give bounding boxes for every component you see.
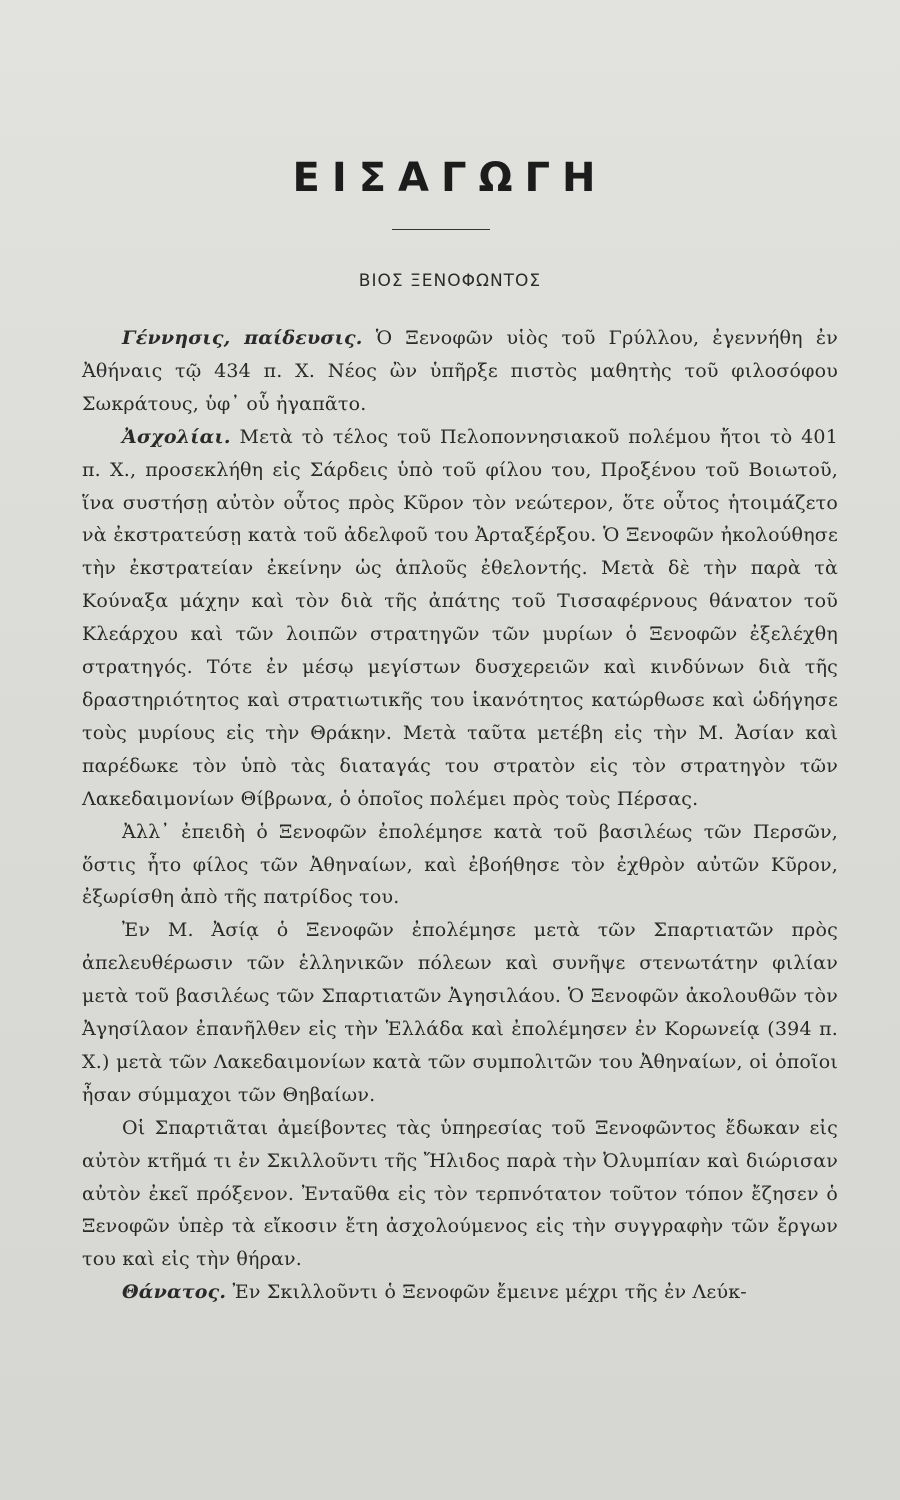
page-title: ΕΙΣΑΓΩΓΗ: [292, 155, 608, 201]
paragraph-text: Ὁ Ξενοφῶν υἱὸς τοῦ Γρύλλου, ἐγεννήθη ἐν Ἀθήναις τῷ 434 π. Χ. Νέος ὢν ὑπῆρξε πιστὸς μαθητὴς τοῦ φιλοσόφου Σωκράτους, ὑφ᾿ οὗ ἠγαπᾶτο.: [82, 327, 838, 415]
paragraph: [82, 1112, 838, 1277]
paragraph-text: Ἐν Μ. Ἀσίᾳ ὁ Ξενοφῶν ἐπολέμησε μετὰ τῶν Σπαρτιατῶν πρὸς ἀπελευθέρωσιν τῶν ἑλληνικῶν πόλεων καὶ συνῆψε στενωτάτην φιλίαν μετὰ τοῦ βασιλέως τῶν Σπαρτιατῶν Ἀγησιλάου. Ὁ Ξενοφῶν ἀκολουθῶν τὸν Ἀγησίλαον ἐπανῆλθεν εἰς τὴν Ἑλλάδα καὶ ἐπολέμησεν ἐν Κορωνείᾳ (394 π. Χ.) μετὰ τῶν Λακεδαιμονίων κατὰ τῶν συμπολιτῶν του Ἀθηναίων, οἱ ὁποῖοι ἦσαν σύμμαχοι τῶν Θηβαίων.: [82, 919, 838, 1106]
paragraph: [82, 322, 838, 421]
paragraph: [82, 914, 838, 1111]
paragraph-text: Οἱ Σπαρτιᾶται ἀμείβοντες τὰς ὑπηρεσίας τοῦ Ξενοφῶντος ἔδωκαν εἰς αὐτὸν κτῆμά τι ἐν Σκιλλοῦντι τῆς Ἤλιδος παρὰ τὴν Ὀλυμπίαν καὶ διώρισαν αὐτὸν ἐκεῖ πρόξενον. Ἐνταῦθα εἰς τὸν τερπνότατον τοῦτον τόπον ἔζησεν ὁ Ξενοφῶν ὑπὲρ τὰ εἴκοσιν ἔτη ἀσχολούμενος εἰς τὴν συγγραφὴν τῶν ἔργων του καὶ εἰς τὴν θήραν.: [82, 1116, 838, 1271]
section-subtitle: ΒΙΟΣ ΞΕΝΟΦΩΝΤΟΣ: [358, 271, 542, 291]
paragraph: [82, 1276, 838, 1309]
paragraph-heading: Θάνατος.: [122, 1281, 227, 1304]
paragraph: [82, 816, 838, 915]
body-text: [82, 322, 838, 1309]
paragraph-heading: Ἀσχολίαι.: [122, 425, 231, 448]
paragraph: [82, 421, 838, 816]
paragraph-text: Ἀλλ᾿ ἐπειδὴ ὁ Ξενοφῶν ἐπολέμησε κατὰ τοῦ βασιλέως τῶν Περσῶν, ὅστις ἦτο φίλος τῶν Ἀθηναίων, καὶ ἐβοήθησε τὸν ἐχθρὸν αὐτῶν Κῦρον, ἐξωρίσθη ἀπὸ τῆς πατρίδος του.: [82, 820, 838, 909]
paragraph-heading: Γέννησις, παίδευσις.: [122, 327, 363, 349]
paragraph-text: Ἐν Σκιλλοῦντι ὁ Ξενοφῶν ἔμεινε μέχρι τῆς ἐν Λεύκ-: [226, 1281, 747, 1304]
paragraph-text: Μετὰ τὸ τέλος τοῦ Πελοποννησιακοῦ πολέμου ἤτοι τὸ 401 π. Χ., προσεκλήθη εἰς Σάρδεις ὑπὸ τοῦ φίλου του, Προξένου τοῦ Βοιωτοῦ, ἵνα συστήσῃ αὐτὸν οὗτος πρὸς Κῦρον τὸν νεώτερον, ὅτε οὗτος ἡτοιμάζετο νὰ ἐκστρατεύσῃ κατὰ τοῦ ἀδελφοῦ του Ἀρταξέρξου. Ὁ Ξενοφῶν ἠκολούθησε τὴν ἐκστρατείαν ἐκείνην ὡς ἁπλοῦς ἐθελοντής. Μετὰ δὲ τὴν παρὰ τὰ Κούναξα μάχην καὶ τὸν διὰ τῆς ἀπάτης τοῦ Τισσαφέρνους θάνατον τοῦ Κλεάρχου καὶ τῶν λοιπῶν στρατηγῶν τῶν μυρίων ὁ Ξενοφῶν ἐξελέχθη στρατηγός. Τότε ἐν μέσῳ μεγίστων δυσχερειῶν καὶ κινδύνων διὰ τῆς δραστηριότητος καὶ στρατιωτικῆς του ἱκανότητος κατώρθωσε καὶ ὡδήγησε τοὺς μυρίους εἰς τὴν Θράκην. Μετὰ ταῦτα μετέβη εἰς τὴν Μ. Ἀσίαν καὶ παρέδωκε τὸν ὑπὸ τὰς διαταγάς του στρατὸν εἰς τὸν στρατηγὸν τῶν Λακεδαιμονίων Θίβρωνα, ὁ ὁποῖος πολέμει πρὸς τοὺς Πέρσας.: [82, 425, 838, 810]
title-rule: [392, 229, 490, 230]
